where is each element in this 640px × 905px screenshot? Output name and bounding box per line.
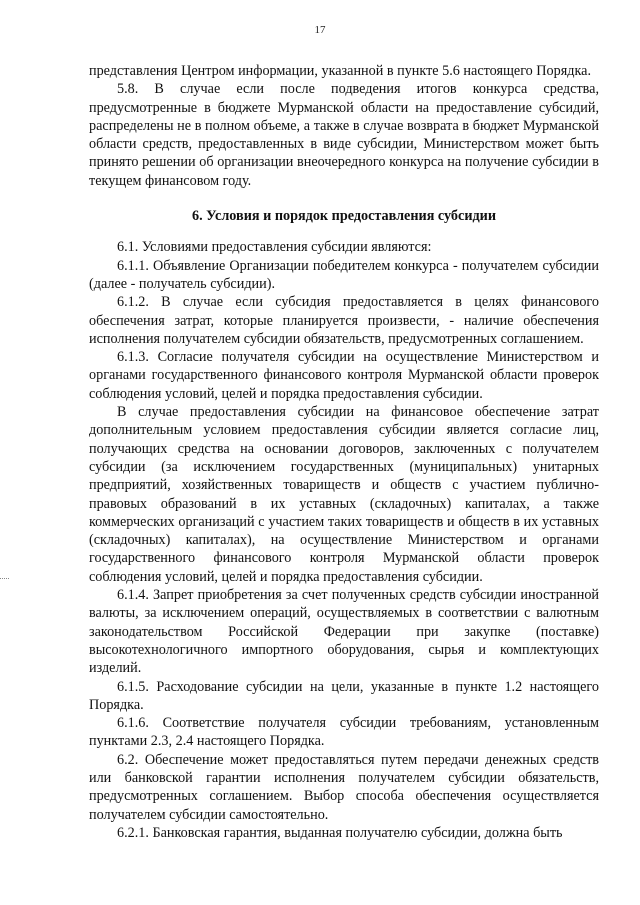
paragraph-6-1-3: 6.1.3. Согласие получателя субсидии на осуществление Министерством и органами государственного финансового контроля Мурманской области проверок соблюдения условий, целей и порядка предоставления субсидии.	[89, 349, 599, 402]
page-number: 17	[314, 24, 326, 36]
paragraph-5-8: 5.8. В случае если после подведения итогов конкурса средства, предусмотренные в бюджете Мурманской области на предоставление субсидий, распределены не в полном объеме, а также в случае возврата в бюджет Мурманской области средств, предоставленных в виде субсидии, Министерством может быть принято решении об организации внеочередного конкурса на получение субсидии в текущем финансовом году.	[89, 81, 599, 189]
paragraph-6-1-4: 6.1.4. Запрет приобретения за счет полученных средств субсидии иностранной валюты, за исключением операций, осуществляемых в соответствии с валютным законодательством Российской Федерации при закупке (поставке) высокотехнологичного импортного оборудования, сырья и комплектующих изделий.	[89, 587, 599, 677]
paragraph-6-2: 6.2. Обеспечение может предоставляться путем передачи денежных средств или банковской гарантии исполнения получателем субсидии обязательств, предусмотренных соглашением. Выбор способа обеспечения осуществляется получателем субсидии самостоятельно.	[89, 751, 599, 823]
document-body	[89, 62, 599, 842]
paragraph-6-2-1: 6.2.1. Банковская гарантия, выданная получателю субсидии, должна быть	[117, 824, 563, 841]
section-heading: 6. Условия и порядок предоставления субсидии	[191, 208, 497, 225]
paragraph-continuation: представления Центром информации, указанной в пункте 5.6 настоящего Порядка.	[89, 63, 591, 79]
paragraph-6-1-1: 6.1.1. Объявление Организации победителем конкурса - получателем субсидии (далее - получатель субсидии).	[89, 257, 599, 292]
paragraph-6-1-5: 6.1.5. Расходование субсидии на цели, указанные в пункте 1.2 настоящего Порядка.	[89, 678, 599, 713]
scan-edge-mark	[0, 578, 9, 580]
paragraph-6-1-6: 6.1.6. Соответствие получателя субсидии требованиям, установленным пунктами 2.3, 2.4 настоящего Порядка.	[89, 715, 599, 750]
paragraph-6-1: 6.1. Условиями предоставления субсидии являются:	[117, 239, 432, 256]
paragraph-6-1-2: 6.1.2. В случае если субсидия предоставляется в целях финансового обеспечения затрат, которые планируется произвести, - наличие обеспечения исполнения получателем субсидии обязательств, предусмотренных соглашением.	[89, 294, 599, 347]
paragraph-6-1-3-extra: В случае предоставления субсидии на финансовое обеспечение затрат дополнительным условием предоставления субсидии является согласие лиц, получающих средства на основании договоров, заключенных с получателем субсидии (за исключением государственных (муниципальных) унитарных предприятий, хозяйственных товариществ и обществ с участием публично-правовых образований в их уставных (складочных) капиталах, а также коммерческих организаций с участием таких товариществ и обществ в их уставных (складочных) капиталах), на осуществление Министерством и органами государственного финансового контроля Мурманской области проверок соблюдения условий, целей и порядка предоставления субсидии.	[89, 404, 599, 585]
